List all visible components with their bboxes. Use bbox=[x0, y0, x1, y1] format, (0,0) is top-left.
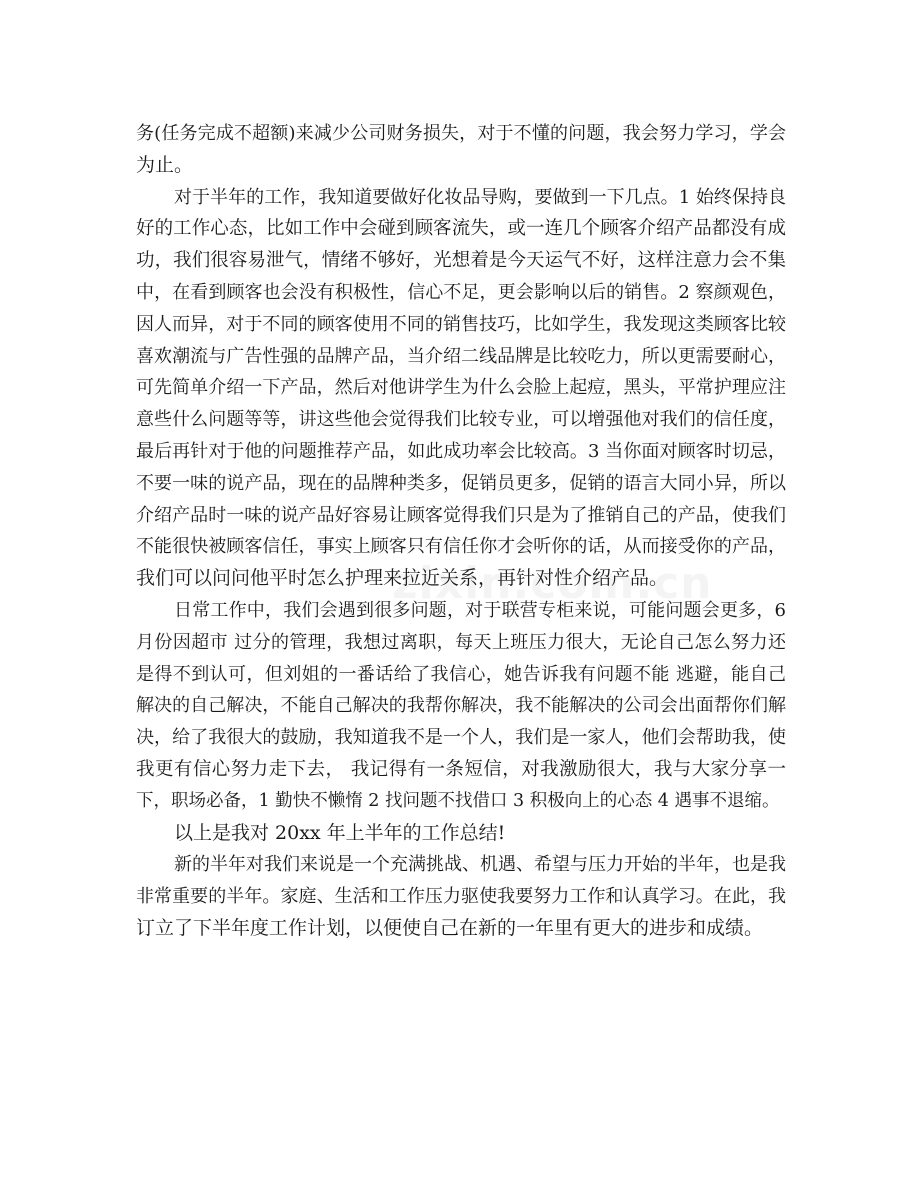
text-line: 下，职场必备，1 勤快不懒惰 2 找问题不找借口 3 积极向上的心态 4 遇事不退缩。 bbox=[136, 790, 780, 811]
text-line: 订立了下半年度工作计划，以便使自己在新的一年里有更大的进步和成绩。 bbox=[136, 916, 764, 939]
text-line: 以上是我对 20xx 年上半年的工作总结! bbox=[174, 821, 506, 844]
text-line: 介绍产品时一味的说产品好容易让顾客觉得我们只是为了推销自己的产品，使我们 bbox=[136, 504, 786, 526]
text-line: 解决的自己解决，不能自己解决的我帮你解决，我不能解决的公司会出面帮你们解 bbox=[136, 695, 786, 717]
text-line: 喜欢潮流与广告性强的品牌产品，当介绍二线品牌是比较吃力，所以更需要耐心， bbox=[136, 345, 786, 367]
text-line: 务(任务完成不超额)来减少公司财务损失，对于不懂的问题，我会努力学习，学会 bbox=[136, 123, 786, 144]
text-line: 因人而异，对于不同的顾客使用不同的销售技巧，比如学生，我发现这类顾客比较 bbox=[136, 313, 786, 335]
text-line: 功，我们很容易泄气，情绪不够好，光想着是今天运气不好，这样注意力会不集 bbox=[136, 250, 786, 272]
text-line: 是得不到认可，但刘姐的一番话给了我信心，她告诉我有问题不能 逃避，能自己 bbox=[136, 663, 786, 685]
text-line: 我们可以问问他平时怎么护理来拉近关系，再针对性介绍产品。 bbox=[136, 567, 669, 590]
text-line: 中，在看到顾客也会没有积极性，信心不足，更会影响以后的销售。2 察颜观色， bbox=[136, 281, 786, 303]
text-line: 不能很快被顾客信任，事实上顾客只有信任你才会听你的话，从而接受你的产品， bbox=[136, 536, 786, 558]
text-line: 新的半年对我们来说是一个充满挑战、机遇、希望与压力开始的半年，也是我 bbox=[174, 854, 786, 876]
text-line: 对于半年的工作，我知道要做好化妆品导购，要做到一下几点。1 始终保持良 bbox=[174, 186, 786, 208]
text-line: 意些什么问题等等，讲这些他会觉得我们比较专业，可以增强他对我们的信任度， bbox=[136, 409, 786, 431]
text-line: 好的工作心态，比如工作中会碰到顾客流失，或一连几个顾客介绍产品都没有成 bbox=[136, 218, 786, 240]
text-line: 不要一味的说产品，现在的品牌种类多，促销员更多，促销的语言大同小异，所以 bbox=[136, 472, 786, 494]
text-line: 为止。 bbox=[136, 153, 194, 176]
text-line: 非常重要的半年。家庭、生活和工作压力驱使我要努力工作和认真学习。在此，我 bbox=[136, 886, 786, 908]
text-line: 我更有信心努力走下去， 我记得有一条短信，对我激励很大，我与大家分享一 bbox=[136, 758, 786, 780]
text-line: 最后再针对于他的问题推荐产品，如此成功率会比较高。3 当你面对顾客时切忌， bbox=[136, 440, 786, 462]
document-body bbox=[136, 118, 786, 945]
text-line: 月份因超市 过分的管理，我想过离职，每天上班压力很大，无论自己怎么努力还 bbox=[136, 631, 786, 653]
text-line: 日常工作中，我们会遇到很多问题，对于联营专柜来说，可能问题会更多，6 bbox=[174, 599, 786, 621]
text-line: 决，给了我很大的鼓励，我知道我不是一个人，我们是一家人，他们会帮助我，使 bbox=[136, 727, 786, 749]
text-line: 可先简单介绍一下产品，然后对他讲学生为什么会脸上起痘，黑头，平常护理应注 bbox=[136, 377, 786, 399]
